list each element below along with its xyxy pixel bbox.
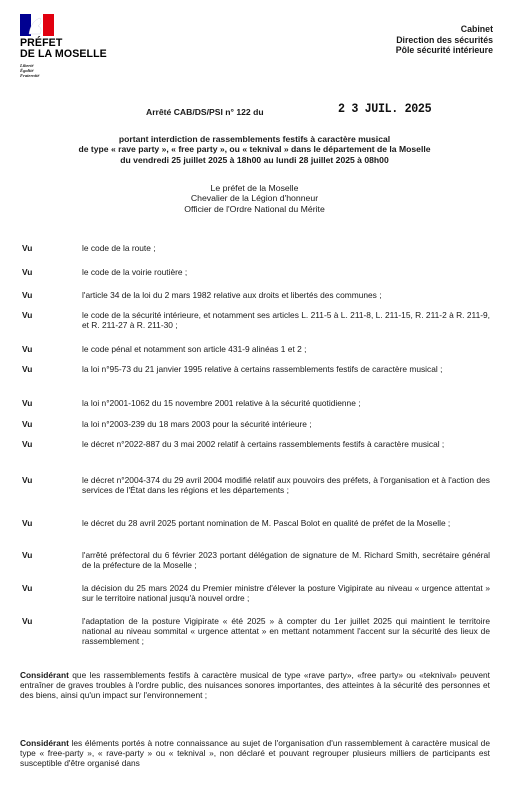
title-line-3: du vendredi 25 juillet 2025 à 18h00 au lundi 28 juillet 2025 à 08h00 [120,154,389,165]
considerant-key: Considérant [20,738,69,748]
prefecture-logo [20,14,150,79]
date-stamp: 2 3 JUIL. 2025 [338,101,432,116]
vu-item [22,475,490,495]
vu-key: Vu [22,243,33,253]
prefet-signatory [0,183,509,214]
arrete-reference [146,107,264,117]
vu-item [22,518,490,528]
vu-item [22,439,490,449]
vu-key: Vu [22,267,33,277]
vu-item [22,616,490,646]
vu-text: la loi n°95-73 du 21 janvier 1995 relative à certains rassemblements festifs de caractère musical ; [82,364,443,374]
vu-text: le décret du 28 avril 2025 portant nomination de M. Pascal Bolot en qualité de préfet de la Moselle ; [82,518,451,528]
prefet-distinction-1: Chevalier de la Légion d'honneur [190,193,319,204]
prefet-distinction-2: Officier de l'Ordre National du Mérite [184,203,325,214]
motto-fraternite: Fraternité [20,73,40,79]
vu-key: Vu [22,398,33,408]
vu-key: Vu [22,583,33,593]
vu-text: le code pénal et notamment son article 431-9 alinéas 1 et 2 ; [82,344,307,354]
vu-text: le code de la route ; [82,243,156,253]
vu-text: l'adaptation de la posture Vigipirate « été 2025 » à compter du 1er juillet 2025 qui maintient le territoire national au niveau sommital « urgence attentat » en mettant notamment l'accent sur la sécurité des lieux de rassemblement ; [82,616,490,646]
vu-text: le décret n°2022-887 du 3 mai 2002 relatif à certains rassemblements festifs à caractère musical ; [82,439,445,449]
vu-key: Vu [22,344,33,354]
vu-text: l'article 34 de la loi du 2 mars 1982 relative aux droits et libertés des communes ; [82,290,382,300]
vu-text: l'arrêté préfectoral du 6 février 2023 portant délégation de signature de M. Richard Smith, secrétaire général de la préfecture de la Moselle ; [82,550,490,570]
marianne-flag-icon [20,14,54,36]
vu-key: Vu [22,518,33,528]
vu-key: Vu [22,475,33,485]
vu-key: Vu [22,550,33,560]
prefet-title [20,38,150,60]
considerant-text: que les rassemblements festifs à caractère musical de type «rave party», «free party» ou «teknival» peuvent entraîner de graves troubles à l'ordre public, des nuisances sonores importantes, des atteintes à la sécurité des personnes et des biens, ainsi qu'un impact sur l'environnement ; [20,670,490,701]
vu-text: la décision du 25 mars 2024 du Premier ministre d'élever la posture Vigipirate au niveau « urgence attentat » sur le territoire national jusqu'à nouvel ordre ; [82,583,490,603]
prefet-line-2: DE LA MOSELLE [20,48,107,60]
vu-item [22,243,490,253]
vu-key: Vu [22,310,33,320]
arrete-title [0,134,509,165]
vu-text: le code de la sécurité intérieure, et notamment ses articles L. 211-5 à L. 211-8, L. 211-15, R. 211-2 à R. 211-9, et R. 211-27 à R. 211-30 ; [82,310,490,330]
vu-text: la loi n°2001-1062 du 15 novembre 2001 relative à la sécurité quotidienne ; [82,398,361,408]
service-cabinet: Cabinet [460,24,493,34]
vu-item [22,267,490,277]
title-line-2: de type « rave party », « free party », ou « teknival » dans le département de la Moselle [78,144,431,155]
vu-item [22,290,490,300]
considerant-key: Considérant [20,670,69,680]
vu-text: le code de la voirie routière ; [82,267,188,277]
prefet-name-line: Le préfet de la Moselle [210,183,299,193]
vu-key: Vu [22,616,33,626]
considerant-text: les éléments portés à notre connaissance au sujet de l'organisation d'un rassemblement à caractère musical de type « free-party », « rave-party » ou « teknival », non déclaré et pouvant regrouper plusieurs milliers de participants est susceptible d'être organisé dans [20,738,490,769]
title-line-1: portant interdiction de rassemblements festifs à caractère musical [118,134,391,144]
considerant-paragraph [20,738,490,769]
vu-text: la loi n°2003-239 du 18 mars 2003 pour la sécurité intérieure ; [82,419,312,429]
vu-key: Vu [22,290,33,300]
vu-item [22,364,490,374]
considerant-paragraph [20,670,490,701]
vu-item [22,583,490,603]
republic-motto [20,63,150,79]
vu-key: Vu [22,419,33,429]
vu-key: Vu [22,439,33,449]
vu-text: le décret n°2004-374 du 29 avril 2004 modifié relatif aux pouvoirs des préfets, à l'organisation et à l'action des services de l'État dans les régions et les départements ; [82,475,490,495]
vu-item [22,310,490,330]
motto-egalite: Égalité [20,68,34,74]
vu-item [22,398,490,408]
vu-item [22,344,490,354]
service-header [396,24,493,56]
motto-liberte: Liberté [20,63,34,68]
service-pole: Pôle sécurité intérieure [395,45,493,56]
vu-item [22,419,490,429]
service-direction: Direction des sécurités [396,34,493,45]
arrete-label: Arrêté CAB/DS/PSI n° 122 du [146,107,264,117]
vu-item [22,550,490,570]
vu-key: Vu [22,364,33,374]
prefet-line-1: PRÉFET [20,37,63,49]
